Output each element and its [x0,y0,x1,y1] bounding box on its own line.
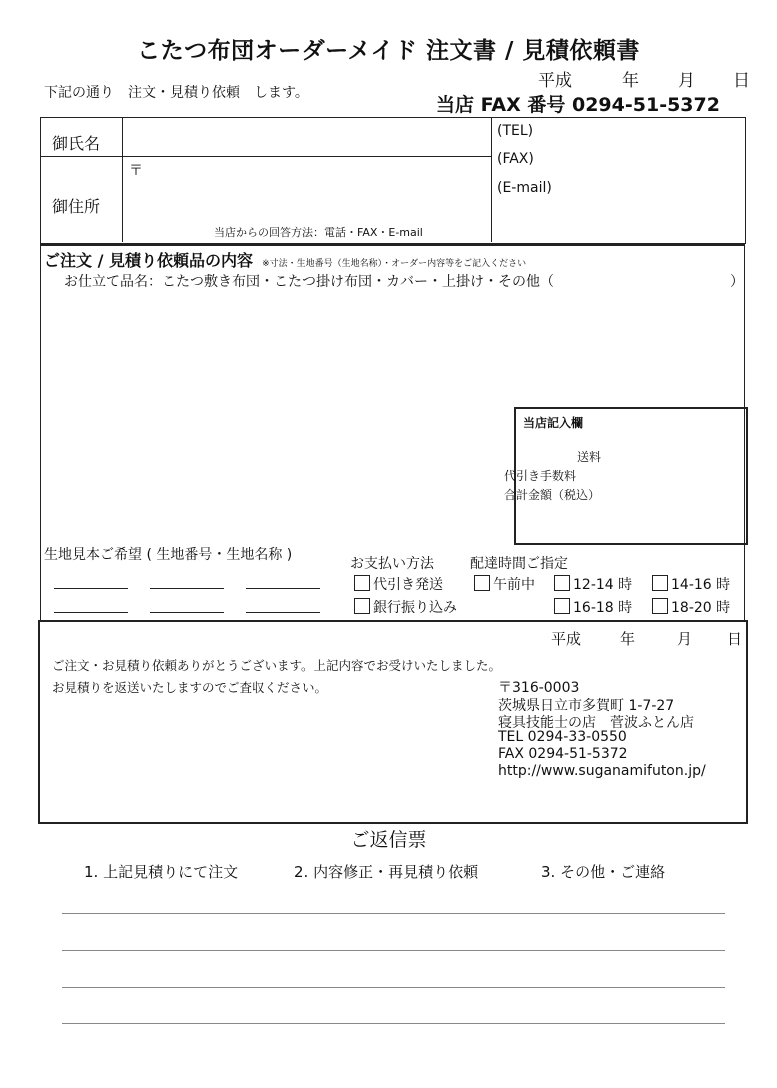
form-title: こたつ布団オーダーメイド 注文書 / 見積依頼書 [137,38,640,64]
address-field[interactable] [124,158,490,220]
fabric-field-6[interactable] [246,612,320,613]
reply-thanks: ご注文・お見積り依頼ありがとうございます。上記内容でお受けいたしました。 [52,658,502,673]
payment-cod-label: 代引き発送 [373,577,443,593]
delivery-slot-label: 午前中 [493,577,535,593]
return-slip-title: ご返信票 [350,829,427,851]
contact-field[interactable] [493,118,743,240]
reply-return-note: お見積りを返送いたしますのでご査収ください。 [52,680,328,695]
shop-fax: FAX 0294-51-5372 [498,746,628,762]
fabric-field-2[interactable] [150,588,224,589]
fabric-field-1[interactable] [54,588,128,589]
postal-mark: 〒 [129,163,143,179]
reply-line-2[interactable] [62,950,725,951]
reply-line-4[interactable] [62,1023,725,1024]
checkbox[interactable] [652,575,668,591]
checkbox[interactable] [554,598,570,614]
payment-bank-option[interactable] [354,597,457,617]
fabric-sample-label: 生地見本ご希望 ( 生地番号・生地名称 ) [44,547,293,563]
intro-text: 下記の通り 注文・見積り依頼 します。 [44,85,309,101]
address-label: 御住所 [52,197,101,216]
shop-address: 茨城県日立市多賀町 1-7-27 [498,698,675,714]
delivery-slot-morning[interactable] [474,574,535,594]
reply-method-text: 当店からの回答方法：電話・FAX・E-mail [214,226,423,239]
total-label: 合計金額（税込） [504,488,601,502]
shop-url[interactable]: http://www.suganamifuton.jp/ [498,763,706,779]
payment-cod-option[interactable] [354,574,443,594]
email-label: (E-mail) [497,180,552,196]
checkbox[interactable] [354,575,370,591]
items-line: お仕立て品名：こたつ敷き布団・こたつ掛け布団・カバー・上掛け・その他（ [64,274,554,290]
order-details-field[interactable] [44,292,502,532]
order-note: ※寸法・生地番号（生地名称）・オーダー内容等をご記入ください [262,259,527,269]
fabric-field-4[interactable] [54,612,128,613]
reply-date-month: 月 [677,630,693,648]
shop-postal: 〒316-0003 [498,680,580,696]
delivery-slot-18-20[interactable] [652,597,730,617]
fax-label: (FAX) [497,151,534,167]
payment-bank-label: 銀行振り込み [373,600,457,616]
delivery-slot-16-18[interactable] [554,597,632,617]
reply-line-1[interactable] [62,913,725,914]
tel-label: (TEL) [497,123,534,139]
checkbox[interactable] [554,575,570,591]
delivery-slot-12-14[interactable] [554,574,632,594]
return-option-2[interactable]: 2. 内容修正・再見積り依頼 [294,863,479,881]
shop-tel: TEL 0294-33-0550 [498,729,627,745]
shop-name: 寝具技能士の店 菅波ふとん店 [498,715,694,731]
reply-date-day: 日 [727,630,743,648]
return-option-3[interactable]: 3. その他・ご連絡 [541,863,666,881]
checkbox[interactable] [354,598,370,614]
order-heading [44,248,526,271]
delivery-slot-label: 16-18 時 [573,600,633,616]
date-day: 日 [733,71,750,91]
checkbox[interactable] [652,598,668,614]
delivery-slot-label: 18-20 時 [671,600,731,616]
store-fax-number: 当店 FAX 番号 0294-51-5372 [436,94,720,116]
date-month: 月 [678,71,695,91]
reply-date-year: 年 [620,630,636,648]
delivery-label: 配達時間ご指定 [470,556,568,572]
date-era: 平成 [538,71,572,91]
store-box-title: 当店記入欄 [523,416,584,430]
fabric-field-3[interactable] [246,588,320,589]
order-heading-text: ご注文 / 見積り依頼品の内容 [44,251,253,270]
date-year: 年 [622,71,639,91]
return-option-1[interactable]: 1. 上記見積りにて注文 [84,863,239,881]
fabric-field-5[interactable] [150,612,224,613]
payment-label: お支払い方法 [350,556,434,572]
name-field[interactable] [124,118,490,155]
reply-date-era: 平成 [551,630,582,648]
delivery-slot-label: 14-16 時 [671,577,731,593]
cod-fee-label: 代引き手数料 [504,469,577,483]
checkbox[interactable] [474,575,490,591]
reply-line-3[interactable] [62,987,725,988]
shipping-label: 送料 [577,450,602,464]
name-label: 御氏名 [52,134,101,153]
delivery-slot-label: 12-14 時 [573,577,633,593]
delivery-slot-14-16[interactable] [652,574,730,594]
items-close: ） [730,274,744,290]
